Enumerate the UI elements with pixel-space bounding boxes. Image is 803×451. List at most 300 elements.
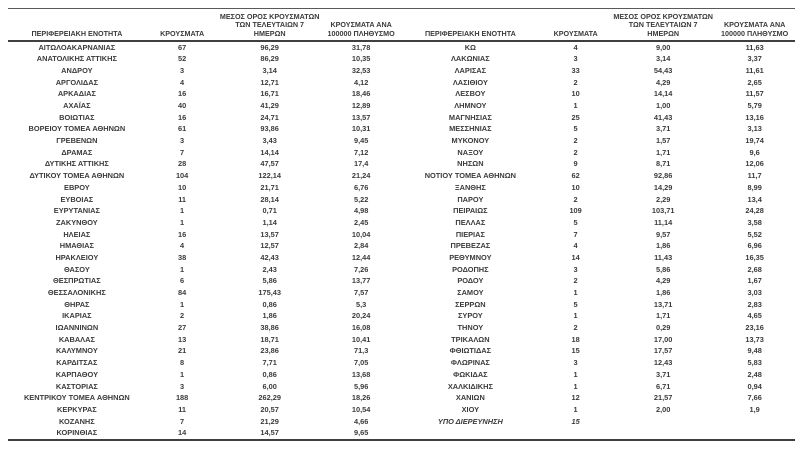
region-cell: ΛΕΣΒΟΥ	[455, 89, 486, 99]
table-row	[402, 147, 796, 159]
per-100k-cell	[714, 415, 795, 427]
per-100k-cell: 11,57	[745, 89, 764, 99]
region-cell: ΛΑΚΩΝΙΑΣ	[451, 54, 490, 64]
table-row	[402, 53, 796, 65]
cases-cell: 1	[180, 299, 185, 309]
table-row	[8, 193, 402, 205]
avg-7day-cell: 9,57	[655, 229, 671, 239]
per-100k-cell: 31,78	[351, 43, 371, 53]
avg-7day-cell: 175,43	[258, 288, 281, 298]
region-cell: ΛΑΡΙΣΑΣ	[454, 65, 487, 75]
per-100k-cell: 5,96	[353, 381, 369, 391]
avg-7day-header: ΜΕΣΟΣ ΟΡΟΣ ΚΡΟΥΣΜΑΤΩΝ ΤΩΝ ΤΕΛΕΥΤΑΙΩΝ 7 ΗΜΕΡΩΝ	[219, 9, 321, 41]
cases-cell: 3	[180, 381, 185, 391]
cases-cell: 16	[178, 112, 187, 122]
avg-7day-cell: 21,71	[260, 182, 279, 192]
table-row	[8, 123, 402, 135]
avg-7day-cell: 0,86	[262, 299, 277, 309]
region-cell: ΚΑΛΥΜΝΟΥ	[55, 346, 98, 356]
table-row	[402, 334, 796, 346]
region-cell: ΦΛΩΡΙΝΑΣ	[450, 358, 490, 368]
per-100k-cell: 9,6	[749, 147, 760, 157]
per-100k-cell: 2,84	[353, 241, 369, 251]
region-cell: ΚΕΝΤΡΙΚΟΥ ΤΟΜΕΑ ΑΘΗΝΩΝ	[23, 393, 130, 403]
avg-7day-cell: 20,57	[260, 404, 279, 414]
avg-7day-cell: 13,71	[653, 299, 673, 309]
region-cell: ΔΡΑΜΑΣ	[61, 147, 93, 157]
table-body-right	[402, 41, 796, 427]
region-cell: ΤΡΙΚΑΛΩΝ	[451, 334, 490, 344]
avg-7day-cell: 24,71	[260, 112, 279, 122]
table-row	[8, 299, 402, 311]
per-100k-cell: 6,76	[353, 182, 369, 192]
per-100k-cell: 11,63	[745, 43, 764, 53]
table-row	[8, 415, 402, 427]
avg-7day-cell: 17,57	[653, 346, 673, 356]
per-100k-cell: 9,65	[353, 428, 369, 438]
cases-cell: 15	[571, 346, 580, 356]
table-row	[8, 380, 402, 392]
region-cell: ΘΕΣΠΡΩΤΙΑΣ	[53, 276, 101, 286]
cases-cell: 18	[571, 334, 580, 344]
avg-7day-cell: 93,86	[260, 124, 279, 134]
per-100k-cell: 1,67	[747, 276, 762, 286]
region-cell: ΠΕΙΡΑΙΩΣ	[453, 206, 488, 216]
cases-cell: 2	[573, 276, 578, 286]
region-cell: ΚΑΒΑΛΑΣ	[58, 334, 95, 344]
region-cell: ΤΗΝΟΥ	[457, 323, 484, 333]
cases-cell: 188	[175, 393, 189, 403]
table-row	[402, 217, 796, 229]
table-row	[402, 65, 796, 77]
cases-cell: 61	[178, 124, 187, 134]
cases-cell: 5	[573, 299, 578, 309]
avg-7day-cell: 16,71	[260, 89, 279, 99]
table-row	[402, 170, 796, 182]
avg-7day-cell: 3,14	[655, 54, 671, 64]
avg-7day-cell: 41,29	[260, 101, 279, 111]
per-100k-cell: 13,4	[747, 194, 762, 204]
table-row	[402, 252, 796, 264]
table-row	[8, 322, 402, 334]
cases-cell: 7	[180, 416, 185, 426]
avg-7day-cell: 6,00	[262, 381, 277, 391]
cases-cell: 4	[180, 241, 185, 251]
cases-cell: 11	[178, 194, 187, 204]
cases-cell: 10	[178, 182, 187, 192]
table-row	[8, 369, 402, 381]
per-100k-cell: 8,99	[747, 182, 762, 192]
region-cell: ΝΟΤΙΟΥ ΤΟΜΕΑ ΑΘΗΝΩΝ	[424, 171, 517, 181]
per-100k-cell: 2,68	[747, 264, 762, 274]
avg-7day-cell: 5,86	[262, 276, 277, 286]
avg-7day-cell: 47,57	[260, 159, 279, 169]
region-cell: ΙΩΑΝΝΙΝΩΝ	[55, 323, 99, 333]
per-100k-cell: 7,57	[353, 288, 369, 298]
region-cell: ΑΧΑΪΑΣ	[63, 101, 91, 111]
table-row	[8, 240, 402, 252]
per-100k-cell: 4,65	[747, 311, 762, 321]
avg-7day-cell: 2,00	[655, 404, 671, 414]
header-row	[402, 9, 796, 41]
region-cell: ΑΡΓΟΛΙΔΑΣ	[55, 77, 99, 87]
per-100k-cell: 17,4	[353, 159, 369, 169]
table-row	[402, 228, 796, 240]
region-cell: ΓΡΕΒΕΝΩΝ	[56, 136, 98, 146]
avg-7day-cell: 3,71	[655, 124, 671, 134]
avg-7day-header: ΜΕΣΟΣ ΟΡΟΣ ΚΡΟΥΣΜΑΤΩΝ ΤΩΝ ΤΕΛΕΥΤΑΙΩΝ 7 ΗΜΕΡΩΝ	[612, 9, 714, 41]
region-cell: ΘΗΡΑΣ	[64, 299, 90, 309]
avg-7day-cell: 14,29	[653, 182, 673, 192]
avg-7day-cell: 8,71	[655, 159, 671, 169]
cases-cell: 16	[178, 89, 187, 99]
table-row	[8, 147, 402, 159]
cases-cell: 1	[180, 206, 185, 216]
per-100k-cell: 10,31	[351, 124, 371, 134]
cases-cell: 3	[573, 264, 578, 274]
header-row	[8, 9, 402, 41]
region-cell: ΕΥΡΥΤΑΝΙΑΣ	[53, 206, 100, 216]
avg-7day-cell: 1,86	[262, 311, 277, 321]
cases-cell: 1	[573, 101, 578, 111]
avg-7day-cell: 1,57	[655, 136, 671, 146]
region-cell: ΚΑΣΤΟΡΙΑΣ	[55, 381, 98, 391]
table-row	[402, 135, 796, 147]
table-row	[402, 369, 796, 381]
avg-7day-cell: 5,86	[655, 264, 671, 274]
per-100k-cell: 20,24	[351, 311, 371, 321]
cases-cell: 1	[573, 404, 578, 414]
avg-7day-cell: 0,86	[262, 369, 277, 379]
per-100k-cell: 3,03	[747, 288, 762, 298]
cases-cell: 14	[571, 252, 580, 262]
region-cell: ΥΠΟ ΔΙΕΡΕΥΝΗΣΗ	[437, 416, 503, 426]
region-cell: ΡΟΔΟΠΗΣ	[452, 264, 489, 274]
per-100k-cell: 18,46	[351, 89, 371, 99]
tables-wrap	[8, 8, 795, 441]
table-row	[8, 228, 402, 240]
avg-7day-cell: 9,00	[655, 43, 671, 53]
region-cell: ΚΕΡΚΥΡΑΣ	[57, 404, 97, 414]
cases-cell: 15	[571, 416, 580, 426]
cases-cell: 4	[573, 241, 578, 251]
per-100k-header: ΚΡΟΥΣΜΑΤΑ ΑΝΑ 100000 ΠΛΗΘΥΣΜΟ	[321, 9, 402, 41]
cases-cell: 9	[573, 159, 578, 169]
cases-cell: 5	[573, 124, 578, 134]
per-100k-cell: 11,61	[745, 65, 764, 75]
region-cell: ΦΘΙΩΤΙΔΑΣ	[449, 346, 492, 356]
cases-cell: 2	[573, 77, 578, 87]
per-100k-cell: 2,83	[747, 299, 762, 309]
table-row	[402, 158, 796, 170]
cases-cell: 25	[571, 112, 580, 122]
per-100k-cell: 2,45	[353, 217, 369, 227]
table-row	[8, 334, 402, 346]
region-cell: ΚΟΡΙΝΘΙΑΣ	[56, 428, 98, 438]
avg-7day-cell: 14,14	[653, 89, 673, 99]
table-row	[8, 158, 402, 170]
cases-cell: 12	[571, 393, 580, 403]
per-100k-cell: 19,74	[745, 136, 764, 146]
region-cell: ΑΙΤΩΛΟΑΚΑΡΝΑΝΙΑΣ	[38, 43, 116, 53]
cases-cell: 21	[178, 346, 187, 356]
region-cell: ΣΕΡΡΩΝ	[455, 299, 486, 309]
per-100k-cell: 16,35	[745, 252, 764, 262]
region-cell: ΒΟΙΩΤΙΑΣ	[59, 112, 95, 122]
table-row	[402, 357, 796, 369]
per-100k-cell: 2,65	[747, 77, 762, 87]
avg-7day-cell: 262,29	[258, 393, 281, 403]
region-cell: ΑΝΑΤΟΛΙΚΗΣ ΑΤΤΙΚΗΣ	[36, 54, 117, 64]
per-100k-cell: 4,98	[353, 206, 369, 216]
per-100k-cell: 4,12	[353, 77, 369, 87]
per-100k-cell: 1,9	[749, 404, 760, 414]
region-cell: ΘΑΣΟΥ	[63, 264, 90, 274]
per-100k-cell: 18,26	[351, 393, 371, 403]
cases-cell: 14	[178, 428, 187, 438]
avg-7day-cell: 1,86	[655, 241, 671, 251]
cases-cell: 67	[178, 43, 187, 53]
avg-7day-cell: 14,57	[260, 428, 279, 438]
cases-cell: 84	[178, 288, 187, 298]
avg-7day-cell: 42,43	[260, 252, 279, 262]
regional-cases-table-left	[8, 9, 402, 439]
avg-7day-cell: 21,29	[260, 416, 279, 426]
region-cell: ΖΑΚΥΝΘΟΥ	[56, 217, 98, 227]
region-header: ΠΕΡΙΦΕΡΕΙΑΚΗ ΕΝΟΤΗΤΑ	[402, 9, 540, 41]
region-cell: ΧΑΛΚΙΔΙΚΗΣ	[447, 381, 493, 391]
region-cell: ΒΟΡΕΙΟΥ ΤΟΜΕΑ ΑΘΗΝΩΝ	[28, 124, 126, 134]
table-row	[402, 182, 796, 194]
per-100k-cell: 10,41	[351, 334, 371, 344]
cases-cell: 2	[180, 311, 185, 321]
table-row	[8, 345, 402, 357]
table-row	[8, 53, 402, 65]
cases-cell: 2	[573, 136, 578, 146]
region-cell: ΣΥΡΟΥ	[457, 311, 483, 321]
per-100k-cell: 13,57	[351, 112, 371, 122]
per-100k-cell: 23,16	[745, 323, 764, 333]
per-100k-cell: 5,22	[353, 194, 369, 204]
cases-cell: 10	[571, 89, 580, 99]
avg-7day-cell: 0,71	[262, 206, 277, 216]
table-row	[402, 112, 796, 124]
per-100k-cell: 13,73	[745, 334, 764, 344]
table-row	[402, 100, 796, 112]
cases-cell: 10	[571, 182, 580, 192]
per-100k-cell: 16,08	[351, 323, 371, 333]
cases-cell: 1	[573, 381, 578, 391]
per-100k-cell: 71,3	[353, 346, 369, 356]
table-row	[8, 264, 402, 276]
cases-cell: 52	[178, 54, 187, 64]
cases-cell: 11	[178, 404, 187, 414]
per-100k-header: ΚΡΟΥΣΜΑΤΑ ΑΝΑ 100000 ΠΛΗΘΥΣΜΟ	[714, 9, 795, 41]
cases-cell: 1	[573, 311, 578, 321]
region-cell: ΠΡΕΒΕΖΑΣ	[450, 241, 491, 251]
avg-7day-cell: 14,14	[260, 147, 279, 157]
per-100k-cell: 4,66	[353, 416, 369, 426]
region-cell: ΛΑΣΙΘΙΟΥ	[452, 77, 488, 87]
avg-7day-cell: 38,86	[260, 323, 279, 333]
cases-cell: 33	[571, 65, 580, 75]
table-row	[8, 275, 402, 287]
table-row	[8, 170, 402, 182]
cases-cell: 109	[569, 206, 582, 216]
cases-cell: 2	[573, 194, 578, 204]
per-100k-cell: 5,52	[747, 229, 762, 239]
region-cell: ΑΡΚΑΔΙΑΣ	[57, 89, 96, 99]
table-row	[402, 88, 796, 100]
cases-cell: 3	[180, 136, 185, 146]
region-cell: ΦΩΚΙΔΑΣ	[453, 369, 488, 379]
region-cell: ΙΚΑΡΙΑΣ	[62, 311, 92, 321]
per-100k-cell: 0,94	[747, 381, 762, 391]
per-100k-cell: 13,68	[351, 369, 371, 379]
avg-7day-cell: 17,00	[653, 334, 673, 344]
avg-7day-cell: 21,57	[653, 393, 673, 403]
per-100k-cell: 5,79	[747, 101, 762, 111]
avg-7day-cell: 11,14	[654, 217, 673, 227]
region-cell: ΛΗΜΝΟΥ	[454, 101, 487, 111]
table-row	[402, 41, 796, 53]
table-row	[8, 135, 402, 147]
avg-7day-cell: 0,29	[655, 323, 671, 333]
cases-cell: 104	[175, 171, 189, 181]
table-row	[402, 205, 796, 217]
region-cell: ΜΥΚΟΝΟΥ	[451, 136, 490, 146]
table-row	[8, 310, 402, 322]
avg-7day-cell: 2,29	[655, 194, 671, 204]
per-100k-cell: 7,05	[353, 358, 369, 368]
per-100k-cell: 5,83	[747, 358, 762, 368]
per-100k-cell: 9,48	[747, 346, 762, 356]
per-100k-cell: 3,58	[747, 217, 762, 227]
cases-cell: 28	[178, 159, 187, 169]
region-cell: ΝΗΣΩΝ	[457, 159, 484, 169]
cases-cell: 2	[573, 147, 578, 157]
table-row	[8, 112, 402, 124]
avg-7day-cell: 12,57	[260, 241, 279, 251]
region-cell: ΜΑΓΝΗΣΙΑΣ	[448, 112, 492, 122]
table-row	[8, 217, 402, 229]
per-100k-cell: 24,28	[745, 206, 764, 216]
table-row	[402, 404, 796, 416]
table-row	[8, 404, 402, 416]
avg-7day-cell: 41,43	[653, 112, 673, 122]
avg-7day-cell: 92,86	[653, 171, 673, 181]
table-row	[402, 322, 796, 334]
cases-cell: 40	[178, 101, 187, 111]
table-row	[8, 41, 402, 53]
table-row	[402, 275, 796, 287]
table-row	[8, 77, 402, 89]
region-cell: ΜΕΣΣΗΝΙΑΣ	[449, 124, 492, 134]
table-row	[8, 65, 402, 77]
avg-7day-cell: 13,57	[260, 229, 279, 239]
avg-7day-cell: 6,71	[655, 381, 671, 391]
avg-7day-cell: 12,71	[260, 77, 279, 87]
cases-cell: 13	[178, 334, 187, 344]
per-100k-cell: 12,44	[351, 252, 371, 262]
region-cell: ΗΡΑΚΛΕΙΟΥ	[55, 252, 99, 262]
avg-7day-cell: 4,29	[655, 276, 671, 286]
per-100k-cell: 12,06	[745, 159, 764, 169]
cases-cell: 5	[573, 217, 578, 227]
region-cell: ΕΥΒΟΙΑΣ	[60, 194, 94, 204]
avg-7day-cell: 18,71	[260, 334, 279, 344]
cases-cell: 3	[180, 65, 185, 75]
per-100k-cell: 7,26	[353, 264, 369, 274]
table-row	[8, 88, 402, 100]
region-cell: ΑΝΔΡΟΥ	[61, 65, 93, 75]
table-row	[402, 77, 796, 89]
table-row	[402, 264, 796, 276]
avg-7day-cell: 96,29	[260, 43, 279, 53]
table-row	[402, 123, 796, 135]
region-cell: ΝΑΞΟΥ	[457, 147, 484, 157]
per-100k-cell: 5,3	[356, 299, 367, 309]
cases-cell: 4	[180, 77, 185, 87]
regional-cases-table-right	[402, 9, 796, 427]
region-cell: ΞΑΝΘΗΣ	[454, 182, 486, 192]
table-body-left	[8, 41, 402, 438]
cases-cell: 6	[180, 276, 185, 286]
region-cell: ΔΥΤΙΚΟΥ ΤΟΜΕΑ ΑΘΗΝΩΝ	[29, 171, 125, 181]
region-cell: ΔΥΤΙΚΗΣ ΑΤΤΙΚΗΣ	[44, 159, 109, 169]
avg-7day-cell: 12,43	[653, 358, 673, 368]
per-100k-cell: 21,24	[351, 171, 371, 181]
avg-7day-cell: 28,14	[260, 194, 279, 204]
region-cell: ΘΕΣΣΑΛΟΝΙΚΗΣ	[47, 288, 106, 298]
cases-cell: 8	[180, 358, 185, 368]
region-cell: ΚΟΖΑΝΗΣ	[59, 416, 95, 426]
table-row	[8, 287, 402, 299]
table-row	[8, 252, 402, 264]
avg-7day-cell: 1,71	[655, 147, 671, 157]
region-cell: ΠΙΕΡΙΑΣ	[455, 229, 485, 239]
table-row	[8, 182, 402, 194]
per-100k-cell: 10,54	[351, 404, 371, 414]
avg-7day-cell: 1,00	[655, 101, 671, 111]
cases-cell: 7	[573, 229, 578, 239]
table-row	[8, 100, 402, 112]
region-cell: ΚΑΡΠΑΘΟΥ	[55, 369, 99, 379]
region-header: ΠΕΡΙΦΕΡΕΙΑΚΗ ΕΝΟΤΗΤΑ	[8, 9, 146, 41]
region-cell: ΚΑΡΔΙΤΣΑΣ	[56, 358, 98, 368]
table-row	[402, 415, 796, 427]
cases-cell: 2	[573, 323, 578, 333]
avg-7day-cell: 2,43	[262, 264, 277, 274]
cases-cell: 7	[180, 147, 185, 157]
per-100k-cell: 12,89	[351, 101, 371, 111]
avg-7day-cell: 86,29	[260, 54, 279, 64]
per-100k-cell: 13,16	[745, 112, 764, 122]
avg-7day-cell: 1,14	[262, 217, 277, 227]
per-100k-cell: 3,37	[747, 54, 762, 64]
table-row	[402, 392, 796, 404]
cases-cell: 38	[178, 252, 187, 262]
table-row	[8, 357, 402, 369]
avg-7day-cell: 1,86	[655, 288, 671, 298]
region-cell: ΧΑΝΙΩΝ	[455, 393, 485, 403]
region-cell: ΗΛΕΙΑΣ	[63, 229, 91, 239]
cases-cell: 4	[573, 43, 578, 53]
cases-cell: 3	[573, 54, 578, 64]
avg-7day-cell: 3,14	[262, 65, 277, 75]
table-row	[8, 427, 402, 439]
avg-7day-cell: 3,43	[262, 136, 277, 146]
